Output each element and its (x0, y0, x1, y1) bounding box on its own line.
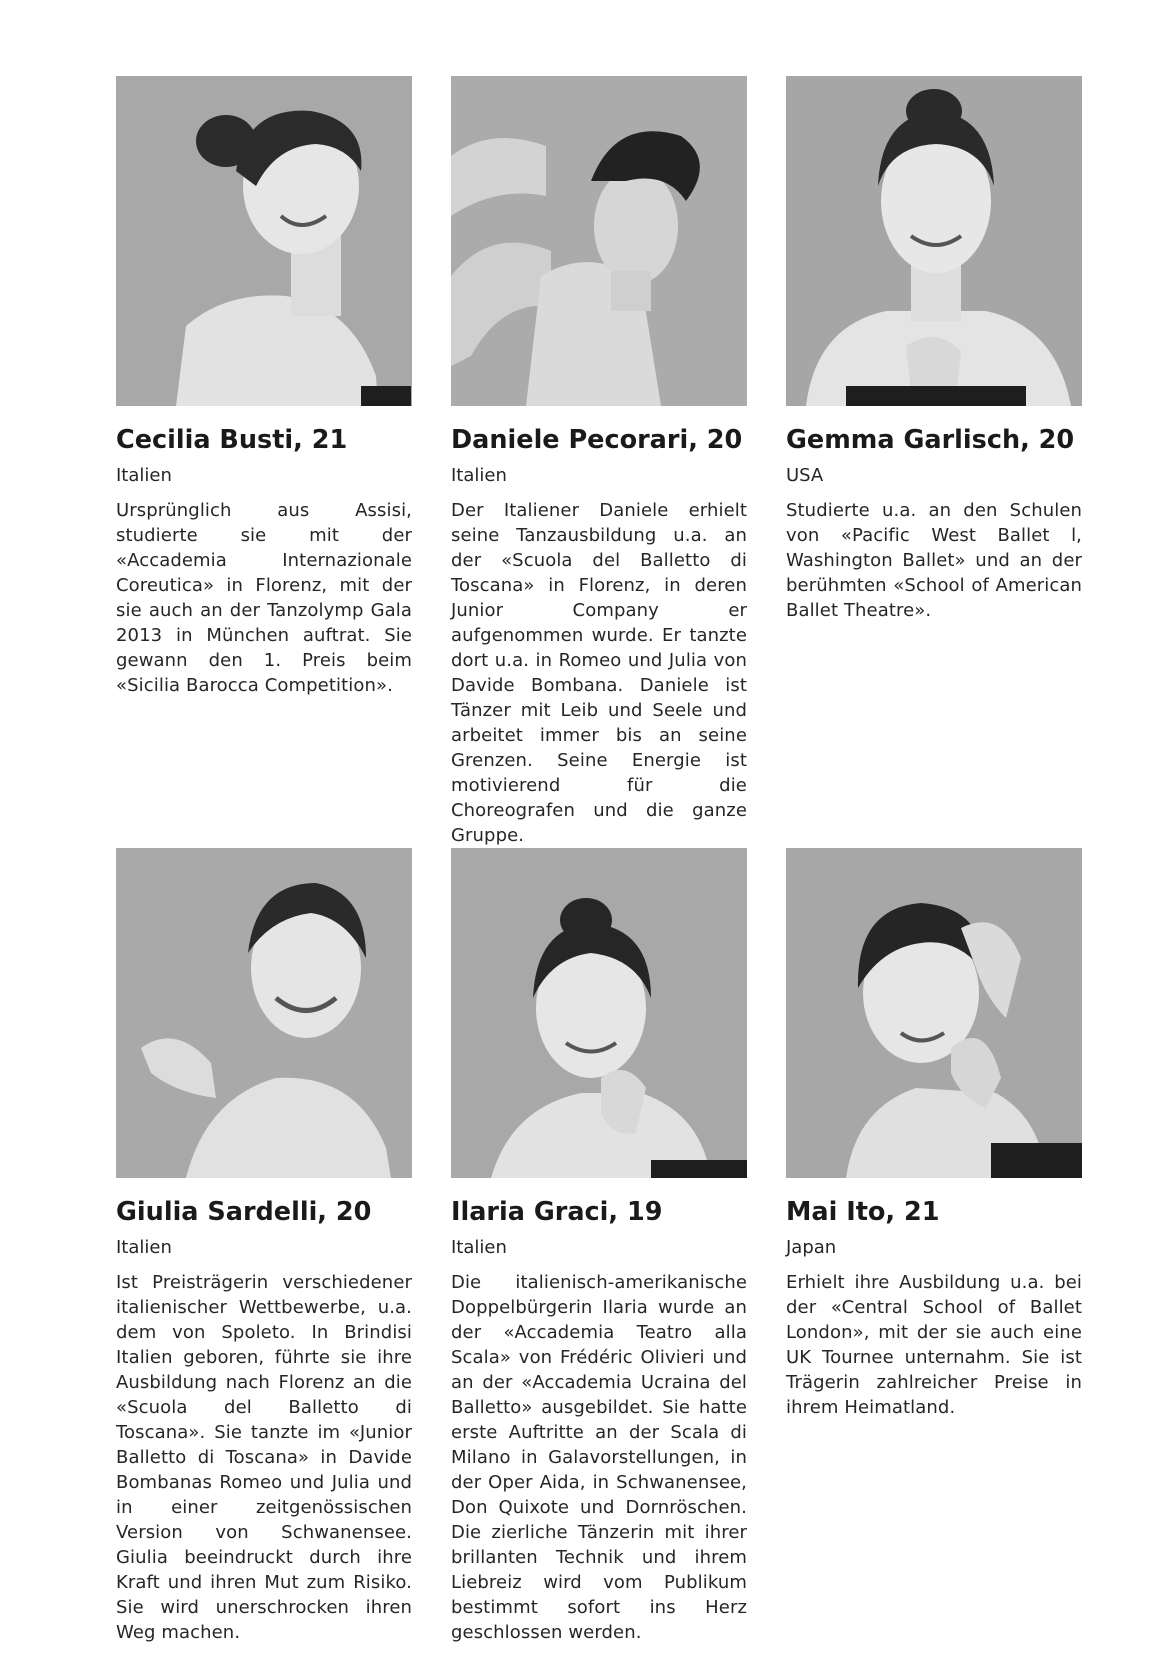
dancer-country: Italien (451, 465, 507, 486)
dancer-bio: Studierte u.a. an den Schulen von «Pacific West Ballet l, Washington Ballet» und an der berühmten «School of American Ballet Theatre». (786, 500, 1082, 621)
dancer-name: Gemma Garlisch, 20 (786, 425, 1075, 455)
portrait-photo-icon (786, 76, 1082, 406)
dancer-country: Japan (786, 1237, 837, 1258)
dancer-card-mai (786, 848, 1082, 1420)
dancer-name: Cecilia Busti, 21 (116, 425, 348, 455)
dancer-bio: Erhielt ihre Ausbildung u.a. bei der «Central School of Ballet London», mit der sie auch eine UK Tournee unternahm. Sie ist Trägerin zahlreicher Preise in ihrem Heimatland. (786, 1272, 1082, 1418)
dancer-card-giulia (116, 848, 412, 1645)
dancer-name: Mai Ito, 21 (786, 1197, 940, 1227)
dancer-card-daniele (451, 76, 747, 848)
dancer-card-cecilia (116, 76, 412, 698)
dancer-country: Italien (116, 465, 172, 486)
dancer-name: Ilaria Graci, 19 (451, 1197, 663, 1227)
dancer-bio: Ist Preisträgerin verschiedener italienischer Wettbewerbe, u.a. dem von Spoleto. In Brindisi Italien geboren, führte sie ihre Ausbildung nach Florenz an die «Scuola del Balletto di Toscana». Sie tanzte im «Junior Balletto di Toscana» in Davide Bombanas Romeo und Julia und in einer zeitgenössischen Version von Schwanensee. Giulia beeindruckt durch ihre Kraft und ihren Mut zum Risiko. Sie wird unerschrocken ihren Weg machen. (116, 1272, 412, 1643)
portrait-photo-icon (786, 848, 1082, 1178)
dancer-card-gemma (786, 76, 1082, 623)
portrait-photo-icon (451, 76, 747, 406)
dancer-card-ilaria (451, 848, 747, 1645)
dancer-name: Giulia Sardelli, 20 (116, 1197, 372, 1227)
portrait-photo-icon (451, 848, 747, 1178)
portrait-photo-icon (116, 76, 412, 406)
portrait-photo-icon (116, 848, 412, 1178)
dancer-bio: Die italienisch-amerikanische Doppelbürgerin Ilaria wurde an der «Accademia Teatro alla Scala» von Frédéric Olivieri und an der «Accademia Ucraina del Balletto» ausgebildet. Sie hatte erste Auftritte an der Scala di Milano in Galavorstellungen, in der Oper Aida, in Schwanensee, Don Quixote und Dornröschen. Die zierliche Tänzerin mit ihrer brillanten Technik und ihrem Liebreiz wird vom Publikum bestimmt sofort ins Herz geschlossen werden. (451, 1272, 747, 1643)
dancer-country: Italien (116, 1237, 172, 1258)
dancer-bio: Ursprünglich aus Assisi, studierte sie mit der «Accademia Internazionale Coreutica» in Florenz, mit der sie auch an der Tanzolymp Gala 2013 in München auftrat. Sie gewann den 1. Preis beim «Sicilia Barocca Competition». (116, 500, 412, 696)
dancer-name: Daniele Pecorari, 20 (451, 425, 743, 455)
dancer-country: Italien (451, 1237, 507, 1258)
dancer-bio: Der Italiener Daniele erhielt seine Tanzausbildung u.a. an der «Scuola del Balletto di Toscana» in Florenz, in deren Junior Company er aufgenommen wurde. Er tanzte dort u.a. in Romeo und Julia von Davide Bombana. Daniele ist Tänzer mit Leib und Seele und arbeitet immer bis an seine Grenzen. Seine Energie ist motivierend für die Choreografen und die ganze Gruppe. (451, 500, 747, 846)
dancer-country: USA (786, 465, 824, 486)
